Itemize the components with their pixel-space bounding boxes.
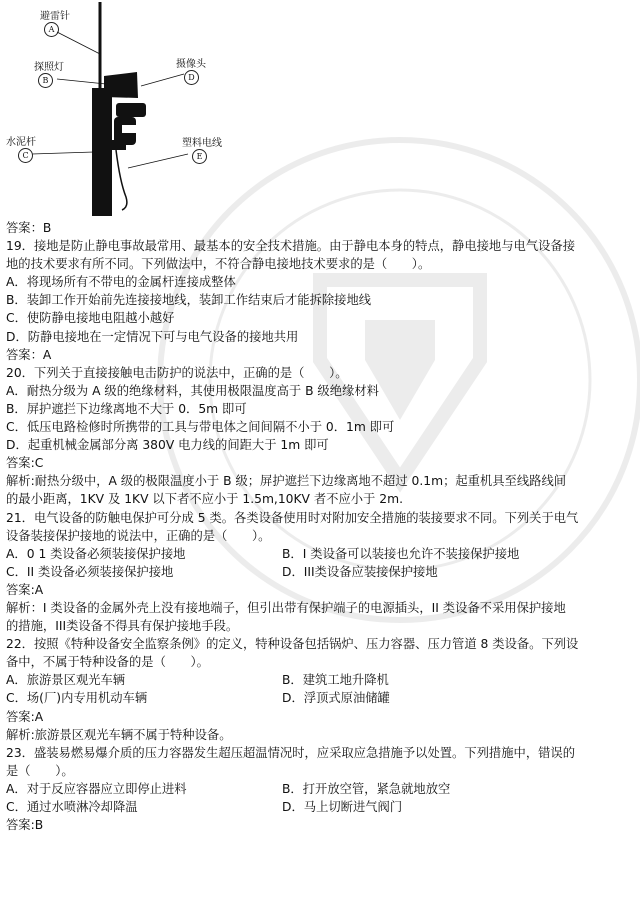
q21-stem-line2: 设备装接保护接地的说法中，正确的是（ ）。: [6, 528, 271, 543]
q23-stem-line1: 23．盛装易燃易爆介质的压力容器发生超压超温情况时，应采取应急措施予以处置。下列措施中，错误的: [6, 745, 576, 760]
q20-answer: 答案:C: [6, 456, 44, 471]
q20-option-a: A．耐热分级为 A 级的绝缘材料，其使用极限温度高于 B 级绝缘材料: [6, 383, 379, 398]
q19-option-a: A．将现场所有不带电的金属杆连接成整体: [6, 275, 236, 290]
q22-option-c: C．场(厂)内专用机动车辆: [6, 691, 148, 706]
q22-options-row1: [6, 671, 638, 689]
q21-analysis-line1: 解析：I 类设备的金属外壳上没有接地端子，但引出带有保护端子的电源插头，II 类设备不采用保护接地: [6, 600, 566, 615]
q21-option-a: A．0 1 类设备必须装接保护接地: [6, 546, 186, 561]
q19-option-b: B．装卸工作开始前先连接接地线，装卸工作结束后才能拆除接地线: [6, 293, 372, 308]
q23-answer: 答案:B: [6, 818, 44, 833]
q22-options-row2: [6, 689, 638, 707]
q23-option-a: A．对于反应容器应立即停止进料: [6, 781, 187, 796]
q23-stem-line2: 是（ ）。: [6, 763, 74, 778]
label-letter-a: A: [44, 22, 59, 37]
label-letter-e: E: [192, 149, 207, 164]
q20-analysis-line2: 的最小距离，1KV 及 1KV 以下者不应小于 1.5m,10KV 者不应小于 2m.: [6, 492, 403, 507]
pole-drawing: [4, 2, 229, 216]
q22-analysis: 解析:旅游景区观光车辆不属于特种设备。: [6, 727, 232, 742]
q20-option-b: B．屏护遮拦下边缘离地不大于 0．5m 即可: [6, 401, 247, 416]
q23-option-b: B．打开放空管，紧急就地放空: [282, 781, 451, 796]
q21-analysis-line2: 的措施，III类设备不得具有保护接地手段。: [6, 619, 239, 634]
q21-options-row2: [6, 563, 638, 581]
q23-options-row2: [6, 798, 638, 816]
q22-answer: 答案:A: [6, 709, 44, 724]
q23-option-d: D．马上切断进气阀门: [282, 800, 403, 814]
q23-options-row1: [6, 780, 638, 798]
q19-stem-line1: 19．接地是防止静电事故最常用、最基本的安全技术措施。由于静电本身的特点，静电接地与电气设备接: [6, 239, 576, 254]
q18-answer: 答案：B: [6, 221, 52, 235]
q21-answer: 答案:A: [6, 582, 44, 597]
q21-stem-line1: 21．电气设备的防触电保护可分成 5 类。各类设备使用时对附加安全措施的装接要求不同。下列关于电气: [6, 510, 579, 525]
q20-analysis-line1: 解析:耐热分级中，A 级的极限温度小于 B 级；屏护遮拦下边缘离地不超过 0.1m；起重机具至线路线间: [6, 474, 567, 489]
q22-stem-line1: 22．按照《特种设备安全监察条例》的定义，特种设备包括锅炉、压力容器、压力管道 8 类设备。下列设: [6, 637, 579, 652]
label-camera: 摄像头: [176, 59, 206, 70]
q21-options-row1: [6, 545, 638, 563]
q19-stem-line2: 地的技术要求有所不同。下列做法中，不符合静电接地技术要求的是（ ）。: [6, 257, 431, 272]
q22-option-d: D．浮顶式原油储罐: [282, 691, 390, 706]
q20-option-d: D．起重机械金属部分离 380V 电力线的间距大于 1m 即可: [6, 438, 329, 453]
label-letter-b: B: [38, 73, 53, 88]
q20-option-c: C．低压电路检修时所携带的工具与带电体之间间隔不小于 0．1m 即可: [6, 420, 395, 435]
label-plastic-wire: 塑料电线: [182, 138, 222, 149]
q21-option-b: B．I 类设备可以装接也允许不装接保护接地: [282, 546, 520, 561]
q22-stem-line2: 备中，不属于特种设备的是（ ）。: [6, 655, 209, 670]
pole-equipment-figure: [4, 2, 229, 216]
q20-stem: 20．下列关于直接接触电击防护的说法中，正确的是（ ）。: [6, 365, 348, 380]
label-letter-c: C: [18, 148, 33, 163]
q21-option-c: C．II 类设备必须装接保护接地: [6, 564, 174, 579]
label-lightning-rod: 避雷针: [40, 11, 70, 22]
question-body: [6, 219, 638, 834]
label-concrete-pole: 水泥杆: [6, 137, 36, 148]
q23-option-c: C．通过水喷淋冷却降温: [6, 800, 138, 814]
q19-option-c: C．使防静电接地电阻越小越好: [6, 311, 175, 326]
q19-answer: 答案：A: [6, 347, 52, 362]
q22-option-b: B．建筑工地升降机: [282, 673, 389, 688]
label-searchlight: 探照灯: [34, 62, 64, 73]
q21-option-d: D．III类设备应装接保护接地: [282, 564, 438, 579]
q22-option-a: A．旅游景区观光车辆: [6, 673, 126, 688]
q19-option-d: D．防静电接地在一定情况下可与电气设备的接地共用: [6, 329, 299, 344]
label-letter-d: D: [184, 70, 199, 85]
